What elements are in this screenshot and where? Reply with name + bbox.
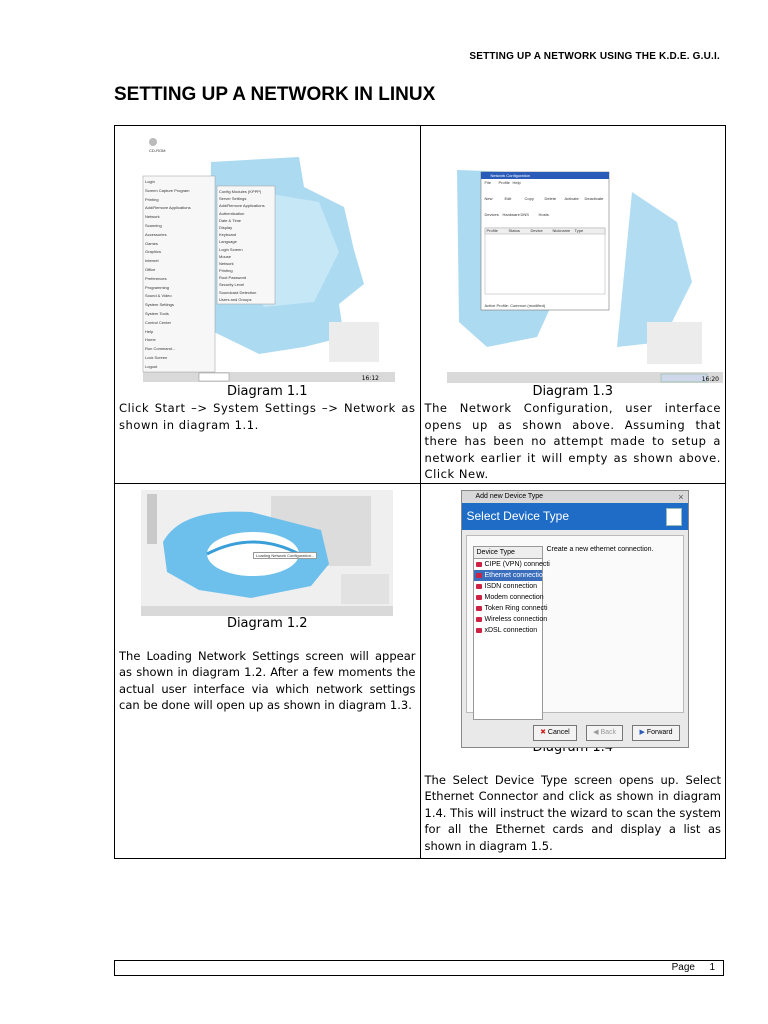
- start-menu-item[interactable]: Games: [145, 240, 158, 246]
- device-type-label: Token Ring connecti: [484, 604, 548, 612]
- page-label: Page: [671, 962, 695, 973]
- device-icon: [476, 595, 482, 600]
- device-icon: [476, 562, 482, 567]
- network-config-title: Network Configuration: [490, 173, 531, 178]
- kde-desktop-image: [447, 132, 723, 384]
- forward-arrow-icon: ▶: [639, 728, 647, 736]
- status-bar: Active Profile: Common (modified): [484, 303, 546, 308]
- dialog-titlebar: [462, 491, 688, 503]
- start-menu-item[interactable]: Preferences: [145, 275, 167, 281]
- desktop-label: CD-ROM: [149, 148, 166, 153]
- cancel-button[interactable]: ✖ Cancel: [533, 725, 577, 741]
- description-diagram-1-4: The Select Device Type screen opens up. Select Ethernet Connector and click as shown in diagram 1.4. This will instruct the wizard to scan the system for all the Ethernet cards and display a list as shown in diagram 1.5.: [424, 772, 721, 853]
- cell-diagram-1-4: [420, 483, 726, 858]
- start-menu-item[interactable]: Internet: [145, 258, 159, 264]
- menu-item[interactable]: File: [484, 180, 491, 185]
- start-menu-item[interactable]: Home: [145, 337, 156, 343]
- start-menu-item[interactable]: Programming: [145, 284, 170, 290]
- settings-menu-item[interactable]: Keyboard: [219, 232, 237, 238]
- device-type-label: Modem connection: [484, 593, 544, 601]
- start-menu-item[interactable]: Login: [145, 179, 155, 184]
- menu-item[interactable]: Profile: [498, 180, 510, 185]
- device-type-list-header: Device Type: [474, 547, 542, 559]
- toolbar-button[interactable]: New: [484, 196, 493, 201]
- tab[interactable]: Hosts: [538, 212, 549, 217]
- toolbar-button[interactable]: Edit: [504, 196, 512, 201]
- description-diagram-1-3: The Network Configuration, user interface opens up as shown above. Assuming that there has been no attempt made to setup a network earlier it will empty as shown above. Click New.: [424, 401, 721, 481]
- start-menu: [145, 178, 215, 372]
- settings-menu-item[interactable]: Language: [219, 239, 237, 245]
- toolbar-button[interactable]: Delete: [544, 196, 557, 201]
- settings-menu-item[interactable]: Soundcard Detection: [219, 289, 257, 295]
- dialog-title: Add new Device Type: [475, 492, 544, 500]
- start-menu-item[interactable]: Scanning: [145, 222, 162, 228]
- description-diagram-1-2: The Loading Network Settings screen will appear as shown in diagram 1.2. After a few moments the actual user interface via which network settings can be done will open up as shown in diagram 1.3.: [119, 648, 416, 712]
- settings-menu-item[interactable]: Date & Time: [219, 217, 242, 223]
- back-button[interactable]: ◀ Back: [586, 725, 623, 741]
- toolbar-button[interactable]: Copy: [524, 196, 534, 201]
- device-icon: [476, 606, 482, 611]
- device-icon: [476, 584, 482, 589]
- settings-menu-item[interactable]: Users and Groups: [219, 296, 252, 302]
- caption-diagram-1-1: Diagram 1.1: [226, 384, 308, 399]
- device-type-label: xDSL connection: [484, 626, 538, 634]
- start-menu-item[interactable]: Run Command...: [145, 346, 176, 352]
- tab[interactable]: DNS: [520, 212, 529, 217]
- settings-menu-item[interactable]: Display: [219, 224, 233, 230]
- device-type-label: ISDN connection: [484, 582, 538, 590]
- settings-menu-item[interactable]: Network: [219, 260, 234, 266]
- tab[interactable]: Devices: [484, 212, 499, 217]
- device-type-label: CIPE (VPN) connecti: [484, 560, 550, 568]
- device-type-label: Ethernet connection: [484, 571, 547, 579]
- start-menu-item[interactable]: System Settings: [145, 302, 174, 308]
- device-type-list: [473, 546, 550, 720]
- device-type-item[interactable]: [474, 559, 550, 570]
- column-header[interactable]: Device: [530, 228, 543, 233]
- toolbar-button[interactable]: Deactivate: [584, 196, 604, 201]
- settings-menu-item[interactable]: Security Level: [219, 282, 245, 288]
- loading-popup: Loading Network Configuration...: [253, 552, 317, 559]
- start-menu-item[interactable]: Office: [145, 266, 156, 272]
- tab[interactable]: Hardware: [502, 212, 520, 217]
- network-card-icon: [666, 508, 682, 526]
- column-header[interactable]: Type: [574, 228, 584, 233]
- device-type-item[interactable]: [474, 592, 542, 603]
- screenshot-diagram-1-4: [421, 484, 727, 740]
- device-type-item[interactable]: [474, 614, 548, 625]
- add-device-type-dialog: [461, 490, 689, 748]
- start-menu-item[interactable]: Printing: [145, 196, 159, 202]
- page-number: 1: [709, 962, 715, 973]
- start-menu-item[interactable]: Lock Screen: [145, 354, 168, 360]
- column-header[interactable]: Nickname: [552, 228, 571, 233]
- start-menu-item[interactable]: Help: [145, 328, 154, 334]
- device-type-label: Wireless connection: [484, 615, 548, 623]
- column-header[interactable]: Profile: [486, 228, 498, 233]
- settings-menu-item[interactable]: Config Modules (KPPP): [219, 189, 262, 194]
- caption-diagram-1-3: Diagram 1.3: [532, 384, 614, 399]
- start-menu-item[interactable]: Network: [145, 214, 160, 220]
- menu-item[interactable]: Help: [512, 180, 521, 185]
- settings-menu-item[interactable]: Login Screen: [219, 246, 243, 252]
- device-type-item[interactable]: [474, 570, 547, 581]
- start-menu-item[interactable]: Control Center: [145, 319, 172, 325]
- close-icon[interactable]: ×: [678, 491, 684, 502]
- settings-menu-item[interactable]: Add/Remove Applications: [219, 203, 265, 209]
- screenshot-diagram-1-3: [447, 132, 723, 384]
- start-menu-item[interactable]: System Tools: [145, 310, 169, 316]
- dialog-buttons: [528, 721, 679, 741]
- page-footer: [114, 960, 724, 976]
- settings-menu-item[interactable]: Server Settings: [219, 196, 247, 202]
- start-menu-item[interactable]: Sound & Video: [145, 293, 172, 299]
- start-menu-item[interactable]: Screen Capture Program: [145, 187, 190, 193]
- forward-button[interactable]: ▶ Forward: [632, 725, 679, 741]
- back-arrow-icon: ◀: [593, 728, 601, 736]
- device-icon: [476, 617, 482, 622]
- settings-menu-item[interactable]: Root Password: [219, 275, 247, 281]
- screenshot-diagram-1-1: [139, 132, 395, 384]
- device-type-item[interactable]: [474, 625, 542, 636]
- start-menu-item[interactable]: Logout: [145, 363, 158, 369]
- device-icon: [476, 628, 482, 633]
- screenshot-diagram-1-2: [141, 490, 393, 616]
- clock-text: 16:12: [361, 375, 379, 382]
- start-menu-item[interactable]: Add/Remove Applications: [145, 205, 191, 211]
- settings-menu-item[interactable]: Authentication: [219, 210, 245, 216]
- dialog-body: [466, 535, 684, 713]
- start-menu-item[interactable]: Accessories: [145, 231, 167, 237]
- device-type-item[interactable]: [474, 581, 542, 592]
- page-title: SETTING UP A NETWORK IN LINUX: [114, 84, 436, 105]
- settings-menu-item[interactable]: Printing: [219, 268, 233, 274]
- running-header: SETTING UP A NETWORK USING THE K.D.E. G.U.I.: [469, 51, 720, 62]
- cell-diagram-1-3: [420, 126, 726, 484]
- system-settings-submenu: [219, 188, 275, 303]
- dialog-heading-bar: [462, 503, 688, 530]
- diagram-table: [114, 125, 726, 859]
- caption-diagram-1-2: Diagram 1.2: [226, 615, 308, 631]
- device-type-item[interactable]: [474, 603, 548, 614]
- clock-text: 16:20: [701, 376, 719, 383]
- device-icon: [476, 573, 482, 578]
- column-header[interactable]: Status: [508, 228, 520, 233]
- cell-diagram-1-1: [115, 126, 421, 484]
- dialog-heading: Select Device Type: [466, 508, 569, 523]
- settings-menu-item[interactable]: Mouse: [219, 253, 232, 259]
- device-type-description: Create a new ethernet connection.: [546, 545, 654, 553]
- start-menu-item[interactable]: Graphics: [145, 249, 162, 255]
- cell-diagram-1-2: [115, 483, 421, 858]
- description-diagram-1-1: Click Start –> System Settings –> Network as shown in diagram 1.1.: [119, 401, 416, 432]
- toolbar-button[interactable]: Activate: [564, 196, 579, 201]
- cancel-icon: ✖: [540, 728, 548, 736]
